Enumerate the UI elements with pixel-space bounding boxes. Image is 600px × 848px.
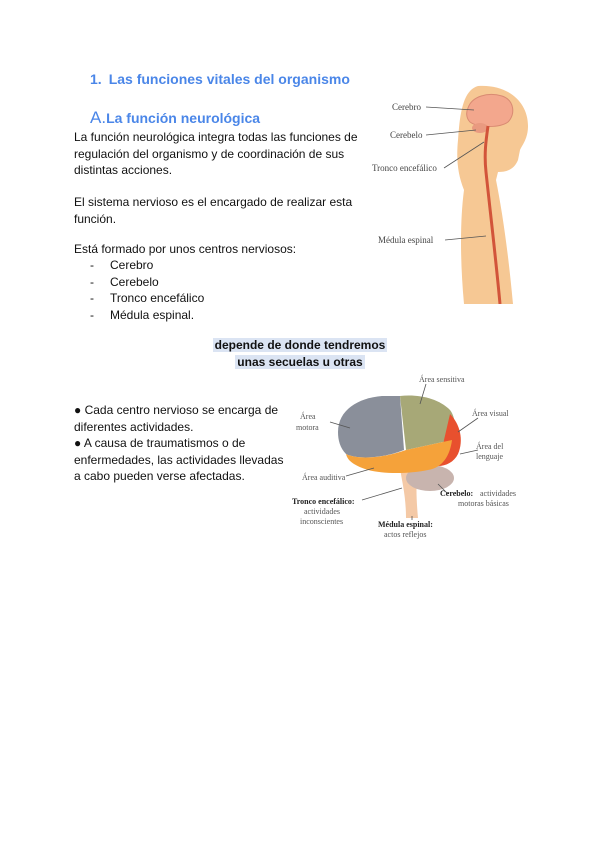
brain-diagram bbox=[288, 370, 536, 544]
cerebellum-shape bbox=[472, 123, 488, 133]
subsection-letter: A. bbox=[90, 108, 107, 127]
centers-list bbox=[90, 257, 204, 323]
motor-area bbox=[338, 396, 404, 457]
bullet-item: ● A causa de traumatismos o de enfermedades, las actividades llevadas a cabo pueden verse afectadas. bbox=[74, 436, 284, 483]
paragraph-sistema: El sistema nervioso es el encargado de realizar esta función. bbox=[74, 195, 353, 226]
bullet-list bbox=[74, 402, 289, 485]
body-diagram bbox=[368, 80, 530, 304]
label-medula-desc: actos reflejos bbox=[384, 530, 427, 539]
label-lenguaje-2: lenguaje bbox=[476, 452, 504, 461]
list-item: - Cerebelo bbox=[90, 274, 159, 289]
label-motora-1: Área bbox=[300, 412, 316, 421]
label-tronco: Tronco encefálico bbox=[372, 163, 437, 173]
label-cerebelo-desc-1: actividades bbox=[480, 489, 516, 498]
label-cerebro: Cerebro bbox=[392, 102, 421, 112]
paragraph-centros: Está formado por unos centros nerviosos: bbox=[74, 242, 297, 256]
label-cerebelo-desc-2: motoras básicas bbox=[458, 499, 509, 508]
label-tronco-desc-2: inconscientes bbox=[300, 517, 344, 526]
paragraph-intro: La función neurológica integra todas las funciones de regulación del organismo y de coordinación de sus distintas acciones. bbox=[74, 130, 358, 177]
label-medula-title: Médula espinal: bbox=[378, 520, 433, 529]
label-motora-2: motora bbox=[296, 423, 319, 432]
label-medula: Médula espinal bbox=[378, 235, 434, 245]
highlight-line-2: unas secuelas u otras bbox=[237, 355, 363, 369]
highlight-note bbox=[150, 337, 450, 371]
label-cerebelo-title: Cerebelo: bbox=[440, 489, 474, 498]
highlight-line-1: depende de donde tendremos bbox=[214, 338, 386, 352]
label-tronco-desc-1: actividades bbox=[304, 507, 340, 516]
list-item: - Tronco encefálico bbox=[90, 291, 205, 305]
section-number: 1. bbox=[90, 71, 102, 87]
section-heading bbox=[90, 71, 350, 87]
subsection-heading bbox=[90, 108, 260, 128]
label-auditiva: Área auditiva bbox=[302, 473, 346, 482]
list-item: - Médula espinal. bbox=[90, 307, 195, 322]
list-item: - Cerebro bbox=[90, 258, 154, 272]
label-cerebelo: Cerebelo bbox=[390, 130, 423, 140]
label-lenguaje-1: Área del bbox=[476, 442, 504, 451]
label-sensitiva: Área sensitiva bbox=[419, 375, 465, 384]
section-title: Las funciones vitales del organismo bbox=[108, 71, 350, 87]
bullet-item: ● Cada centro nervioso se encarga de diferentes actividades. bbox=[74, 403, 279, 434]
subsection-title: La función neurológica bbox=[106, 110, 261, 126]
label-tronco-title: Tronco encefálico: bbox=[292, 497, 355, 506]
label-visual: Área visual bbox=[472, 409, 509, 418]
